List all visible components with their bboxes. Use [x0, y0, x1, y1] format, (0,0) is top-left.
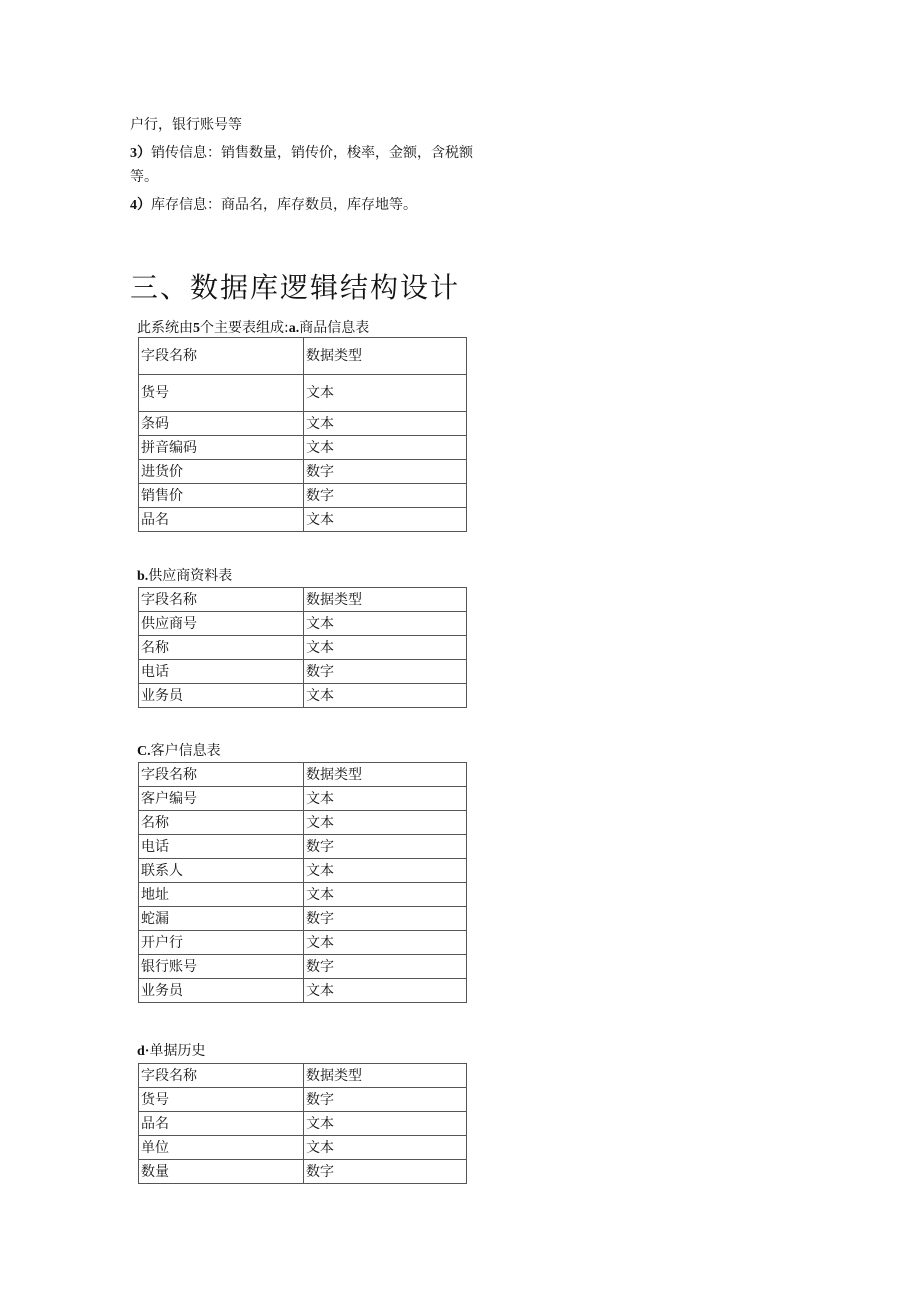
field-name-cell: 业务员: [139, 684, 304, 708]
intro-line-3: 等。: [130, 169, 158, 185]
caption-letter: d·: [137, 1044, 150, 1059]
data-type-cell: 文本: [304, 1112, 467, 1136]
field-name-cell: 销售价: [139, 484, 304, 508]
intro-line-2: [130, 144, 473, 163]
data-type-cell: 数字: [304, 460, 467, 484]
header-cell-field: 字段名称: [139, 1064, 304, 1088]
customer-info-table: [138, 762, 467, 1003]
field-name-cell: 业务员: [139, 979, 304, 1003]
caption-letter: a.: [288, 321, 300, 336]
table-header-row: [139, 588, 467, 612]
data-type-cell: 文本: [304, 436, 467, 460]
data-type-cell: 数字: [304, 955, 467, 979]
table-row: [139, 375, 467, 412]
header-cell-type: 数据类型: [304, 588, 467, 612]
caption-title: 商品信息表: [299, 320, 370, 336]
table-row: [139, 931, 467, 955]
table-row: [139, 979, 467, 1003]
field-name-cell: 拼音编码: [139, 436, 304, 460]
field-name-cell: 地址: [139, 883, 304, 907]
caption-text: 个主要表组成:: [200, 320, 289, 336]
table-row: [139, 460, 467, 484]
field-name-cell: 客户编号: [139, 787, 304, 811]
data-type-cell: 文本: [304, 375, 467, 412]
table-row: [139, 1160, 467, 1184]
data-type-cell: 文本: [304, 508, 467, 532]
table-row: [139, 859, 467, 883]
field-name-cell: 电话: [139, 835, 304, 859]
field-name-cell: 联系人: [139, 859, 304, 883]
table-row: [139, 1136, 467, 1160]
data-type-cell: 文本: [304, 931, 467, 955]
field-name-cell: 蛇漏: [139, 907, 304, 931]
data-type-cell: 文本: [304, 979, 467, 1003]
data-type-cell: 文本: [304, 883, 467, 907]
caption-title: 客户信息表: [150, 743, 221, 759]
field-name-cell: 货号: [139, 1088, 304, 1112]
supplier-table: [138, 587, 467, 708]
data-type-cell: 文本: [304, 636, 467, 660]
field-name-cell: 数量: [139, 1160, 304, 1184]
data-type-cell: 数字: [304, 660, 467, 684]
caption-number: 5: [193, 321, 200, 336]
intro-line-4: [130, 196, 417, 215]
table-row: [139, 787, 467, 811]
field-name-cell: 品名: [139, 1112, 304, 1136]
table-row: [139, 1112, 467, 1136]
intro-line-1: 户行，银行账号等: [130, 117, 242, 133]
list-number: 4）: [130, 198, 151, 213]
data-type-cell: 数字: [304, 1088, 467, 1112]
table-row: [139, 612, 467, 636]
data-type-cell: 文本: [304, 787, 467, 811]
table-row: [139, 811, 467, 835]
field-name-cell: 名称: [139, 636, 304, 660]
header-cell-field: 字段名称: [139, 338, 304, 375]
field-name-cell: 供应商号: [139, 612, 304, 636]
header-cell-type: 数据类型: [304, 338, 467, 375]
header-cell-type: 数据类型: [304, 763, 467, 787]
field-name-cell: 电话: [139, 660, 304, 684]
table-row: [139, 660, 467, 684]
data-type-cell: 数字: [304, 835, 467, 859]
data-type-cell: 数字: [304, 907, 467, 931]
table-header-row: [139, 338, 467, 375]
caption-letter: b.: [137, 569, 149, 584]
data-type-cell: 文本: [304, 684, 467, 708]
caption-letter: C.: [137, 744, 151, 759]
field-name-cell: 货号: [139, 375, 304, 412]
field-name-cell: 开户行: [139, 931, 304, 955]
header-cell-field: 字段名称: [139, 763, 304, 787]
field-name-cell: 单位: [139, 1136, 304, 1160]
table-caption-goods: [137, 320, 369, 337]
data-type-cell: 数字: [304, 484, 467, 508]
sales-info-text: 销传信息：销售数量，销传价，梭率，金额，含税额: [151, 145, 473, 161]
table-row: [139, 636, 467, 660]
document-history-table: [138, 1063, 467, 1184]
data-type-cell: 文本: [304, 811, 467, 835]
table-row: [139, 1088, 467, 1112]
table-header-row: [139, 763, 467, 787]
table-row: [139, 907, 467, 931]
table-header-row: [139, 1064, 467, 1088]
table-row: [139, 484, 467, 508]
caption-text: 此系统由: [137, 320, 193, 336]
table-row: [139, 508, 467, 532]
data-type-cell: 文本: [304, 412, 467, 436]
caption-title: 供应商资料表: [148, 568, 233, 584]
table-caption-customer: [137, 743, 221, 760]
table-row: [139, 883, 467, 907]
data-type-cell: 文本: [304, 859, 467, 883]
caption-title: 单据历史: [149, 1043, 206, 1059]
table-caption-document-history: [137, 1043, 205, 1060]
header-cell-field: 字段名称: [139, 588, 304, 612]
table-row: [139, 684, 467, 708]
inventory-info-text: 库存信息：商品名，库存数员，库存地等。: [151, 197, 417, 213]
data-type-cell: 文本: [304, 1136, 467, 1160]
list-number: 3）: [130, 146, 151, 161]
field-name-cell: 条码: [139, 412, 304, 436]
table-row: [139, 436, 467, 460]
data-type-cell: 文本: [304, 612, 467, 636]
data-type-cell: 数字: [304, 1160, 467, 1184]
field-name-cell: 名称: [139, 811, 304, 835]
goods-info-table: [138, 337, 467, 532]
field-name-cell: 品名: [139, 508, 304, 532]
section-heading: 三、数据库逻辑结构设计: [130, 271, 461, 304]
header-cell-type: 数据类型: [304, 1064, 467, 1088]
table-row: [139, 955, 467, 979]
table-row: [139, 835, 467, 859]
table-row: [139, 412, 467, 436]
table-caption-supplier: [137, 568, 232, 585]
field-name-cell: 银行账号: [139, 955, 304, 979]
field-name-cell: 进货价: [139, 460, 304, 484]
